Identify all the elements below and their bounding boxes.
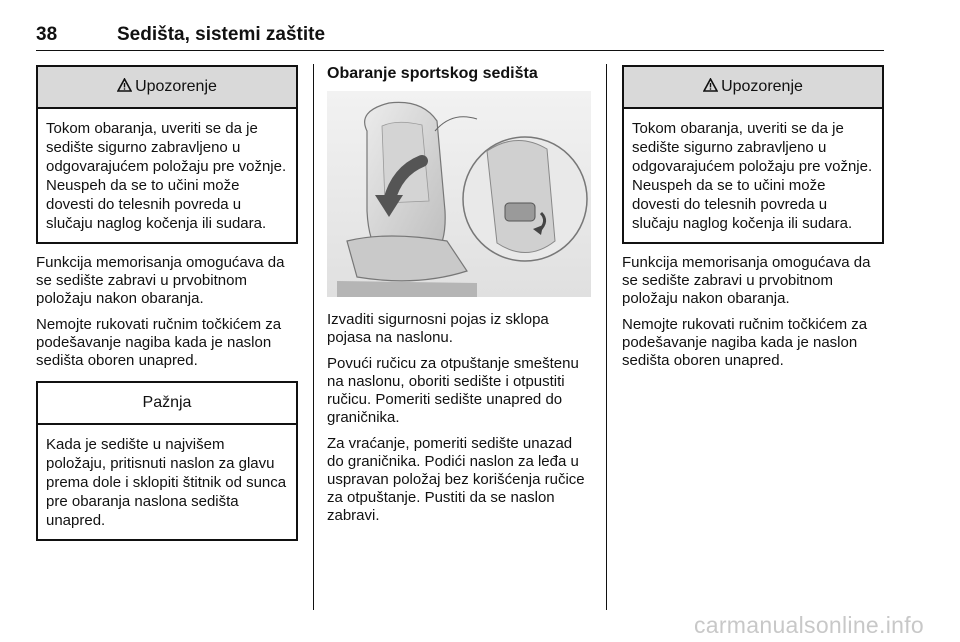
- warning-box: [622, 65, 884, 244]
- page-number: 38: [36, 24, 58, 45]
- notice-text: Kada je sedište u najvišem položaju, pritisnuti naslon za glavu prema dole i sklopiti štitnik od sunca pre obaranja naslona sedišta unapred.: [46, 436, 287, 529]
- warning-box: [36, 65, 298, 244]
- column-right: [622, 65, 884, 370]
- warning-box-header: [624, 67, 882, 109]
- page-title: Sedišta, sistemi zaštite: [117, 24, 326, 45]
- section-heading: Obaranje sportskog sedišta: [327, 65, 538, 82]
- column-divider: [313, 64, 314, 610]
- paragraph: Izvaditi sigurnosni pojas iz sklopa pojasa na naslonu.: [327, 311, 549, 346]
- column-divider: [606, 64, 607, 610]
- column-middle: [327, 65, 591, 525]
- warning-title: Upozorenje: [721, 78, 803, 95]
- warning-triangle-icon: [117, 78, 132, 97]
- warning-triangle-icon: [703, 78, 718, 97]
- notice-box: [36, 381, 298, 541]
- paragraph: Za vraćanje, pomeriti sedište unazad do graničnika. Podići naslon za leđa u uspravan položaj bez korišćenja ručice za otpuštanje. Pustiti da se naslon zabravi.: [327, 435, 585, 524]
- column-left: [36, 65, 298, 541]
- warning-box-header: [38, 67, 296, 109]
- notice-box-header: [38, 383, 296, 425]
- watermark: carmanualsonline.info: [693, 612, 924, 638]
- paragraph: Nemojte rukovati ručnim točkićem za podešavanje nagiba kada je naslon sedišta oboren unapred.: [36, 316, 282, 369]
- warning-text: Tokom obaranja, uveriti se da je sedište sigurno zabravljeno u odgovarajućem položaju pre vožnje. Neuspeh da se to učini može dovesti do telesnih povreda u slučaju naglog kočenja ili sudara.: [632, 120, 873, 232]
- paragraph: Povući ručicu za otpuštanje smeštenu na naslonu, oboriti sedište i otpustiti ručicu. Pomeriti sedište unapred do graničnika.: [327, 355, 579, 426]
- warning-title: Upozorenje: [135, 78, 217, 95]
- paragraph: Funkcija memorisanja omogućava da se sedište zabravi u prvobitnom položaju nakon obaranja.: [622, 254, 871, 307]
- warning-text: Tokom obaranja, uveriti se da je sedište sigurno zabravljeno u odgovarajućem položaju pre vožnje. Neuspeh da se to učini može dovesti do telesnih povreda u slučaju naglog kočenja ili sudara.: [46, 120, 287, 232]
- paragraph: Funkcija memorisanja omogućava da se sedište zabravi u prvobitnom položaju nakon obaranja.: [36, 254, 285, 307]
- notice-title: Pažnja: [142, 394, 192, 411]
- page-header: [36, 20, 884, 51]
- sport-seat-illustration: [327, 91, 591, 297]
- paragraph: Nemojte rukovati ručnim točkićem za podešavanje nagiba kada je naslon sedišta oboren unapred.: [622, 316, 868, 369]
